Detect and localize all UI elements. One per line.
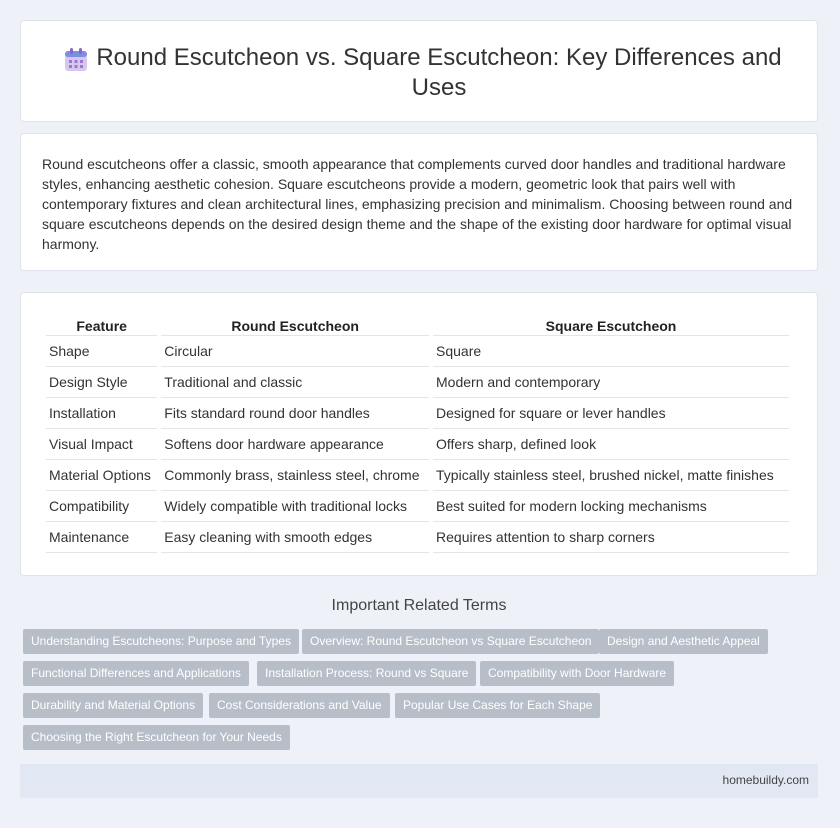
related-term-tag[interactable]: Understanding Escutcheons: Purpose and Types [23, 629, 299, 654]
table-cell: Commonly brass, stainless steel, chrome [161, 460, 429, 491]
related-term-tag[interactable]: Overview: Round Escutcheon vs Square Escutcheon [302, 629, 599, 654]
table-cell: Traditional and classic [161, 367, 429, 398]
table-cell: Compatibility [46, 491, 157, 522]
table-row [46, 491, 789, 522]
column-header: Square Escutcheon [433, 315, 789, 336]
related-term-tag[interactable]: Durability and Material Options [23, 693, 203, 718]
footer-site-name[interactable]: homebuildy.com [722, 773, 809, 787]
table-row [46, 522, 789, 553]
table-cell: Modern and contemporary [433, 367, 789, 398]
related-term-tag[interactable]: Choosing the Right Escutcheon for Your Needs [23, 725, 290, 750]
table-row [46, 367, 789, 398]
related-term-tag[interactable]: Functional Differences and Applications [23, 661, 249, 686]
table-cell: Material Options [46, 460, 157, 491]
page-title: Round Escutcheon vs. Square Escutcheon: Key Differences and Uses [96, 44, 782, 101]
table-cell: Shape [46, 336, 157, 367]
table-cell: Design Style [46, 367, 157, 398]
comparison-card [20, 292, 818, 576]
related-term-tag[interactable]: Cost Considerations and Value [209, 693, 390, 718]
related-term-tag[interactable]: Popular Use Cases for Each Shape [395, 693, 600, 718]
table-cell: Installation [46, 398, 157, 429]
table-cell: Offers sharp, defined look [433, 429, 789, 460]
table-cell: Softens door hardware appearance [161, 429, 429, 460]
table-row [46, 429, 789, 460]
table-cell: Best suited for modern locking mechanisms [433, 491, 789, 522]
table-cell: Circular [161, 336, 429, 367]
intro-text: Round escutcheons offer a classic, smooth appearance that complements curved door handles and traditional hardware styles, enhancing aesthetic cohesion. Square escutcheons provide a modern, geometric look that pairs well with contemporary fixtures and clean architectural lines, emphasizing precision and minimalism. Choosing between round and square escutcheons depends on the desired design theme and the shape of the existing door hardware for optimal visual harmony. [42, 156, 793, 252]
related-term-tag[interactable]: Installation Process: Round vs Square [257, 661, 476, 686]
table-cell: Easy cleaning with smooth edges [161, 522, 429, 553]
related-term-tag[interactable]: Design and Aesthetic Appeal [599, 629, 768, 654]
table-cell: Fits standard round door handles [161, 398, 429, 429]
table-cell: Widely compatible with traditional locks [161, 491, 429, 522]
table-header-row [46, 315, 789, 336]
table-cell: Maintenance [46, 522, 157, 553]
table-cell: Requires attention to sharp corners [433, 522, 789, 553]
table-cell: Visual Impact [46, 429, 157, 460]
table-row [46, 398, 789, 429]
related-term-tag[interactable]: Compatibility with Door Hardware [480, 661, 674, 686]
title-card [20, 20, 818, 122]
table-row [46, 460, 789, 491]
table-cell: Typically stainless steel, brushed nickel, matte finishes [433, 460, 789, 491]
table-row [46, 336, 789, 367]
footer [20, 764, 818, 798]
intro-card [20, 133, 818, 271]
table-cell: Designed for square or lever handles [433, 398, 789, 429]
column-header: Round Escutcheon [161, 315, 429, 336]
table-cell: Square [433, 336, 789, 367]
column-header: Feature [46, 315, 157, 336]
related-terms-heading: Important Related Terms [331, 597, 507, 614]
comparison-table [42, 315, 793, 553]
